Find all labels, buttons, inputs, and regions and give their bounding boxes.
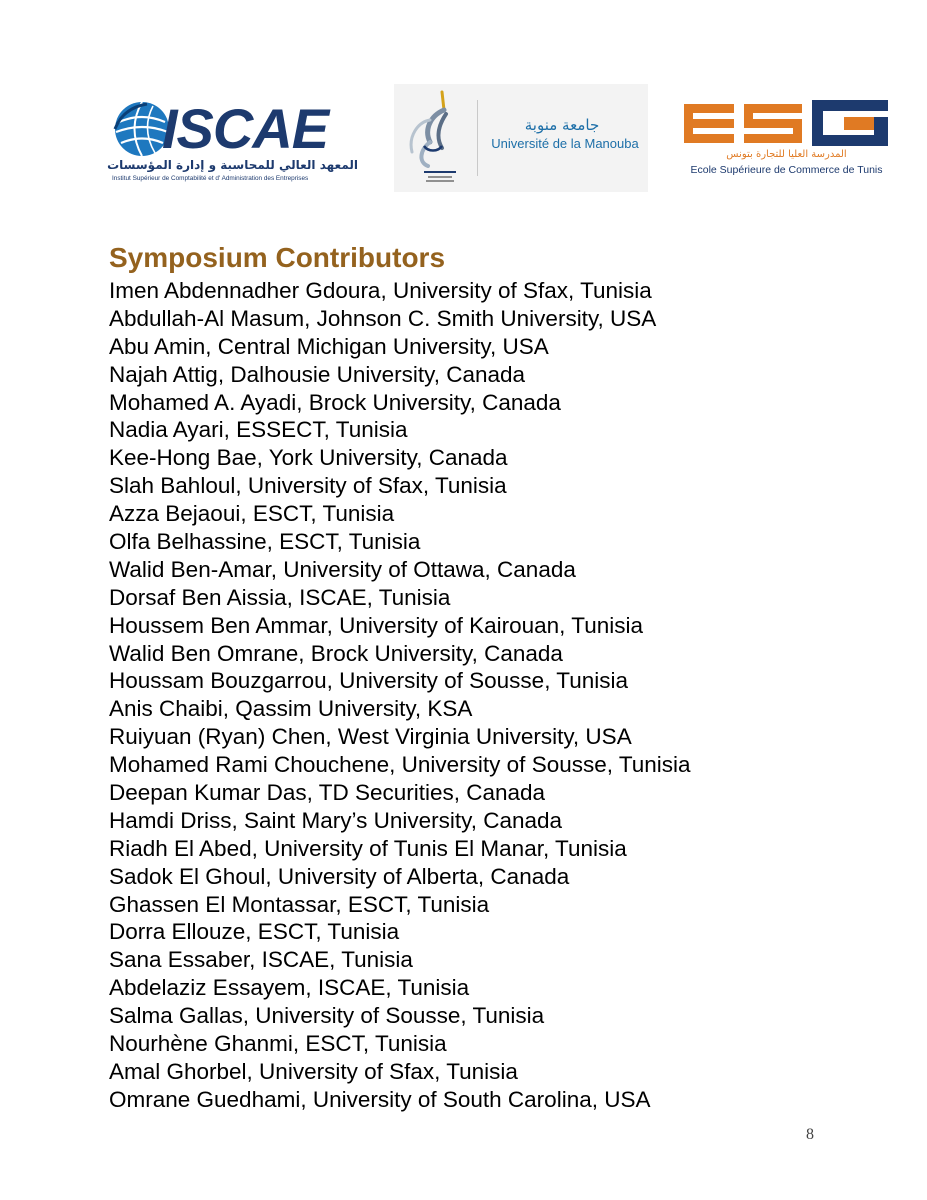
contributor-item: Olfa Belhassine, ESCT, Tunisia (109, 529, 421, 555)
iscae-subtitle: Institut Supérieur de Comptabilité et d' Administration des Entreprises (112, 175, 309, 182)
page-number: 8 (806, 1126, 814, 1143)
contributor-item: Walid Ben-Amar, University of Ottawa, Canada (109, 556, 576, 582)
contributor-item: Ruiyuan (Ryan) Chen, West Virginia University, USA (109, 724, 632, 750)
contributor-item: Kee-Hong Bae, York University, Canada (109, 445, 508, 471)
contributors-list (109, 277, 691, 1114)
iscae-logo (107, 96, 360, 188)
contributor-item: Amal Ghorbel, University of Sfax, Tunisia (109, 1058, 518, 1084)
esc-wordmark-icon (684, 98, 889, 148)
contributor-item: Walid Ben Omrane, Brock University, Canada (109, 640, 563, 666)
contributor-item: Sana Essaber, ISCAE, Tunisia (109, 947, 413, 973)
iscae-arabic-name: المعهد العالي للمحاسبة و إدارة المؤسسات (107, 158, 358, 172)
contributor-item: Slah Bahloul, University of Sfax, Tunisia (109, 473, 507, 499)
contributor-item: Azza Bejaoui, ESCT, Tunisia (109, 501, 395, 527)
manouba-arabic-name: جامعة منوبة (524, 116, 600, 134)
manouba-logo (394, 84, 648, 192)
contributor-item: Anis Chaibi, Qassim University, KSA (109, 696, 473, 722)
esc-arabic-name: المدرسة العليا للتجارة بتونس (726, 149, 847, 160)
contributor-item: Hamdi Driss, Saint Mary’s University, Canada (109, 807, 563, 833)
contributor-item: Ghassen El Montassar, ESCT, Tunisia (109, 891, 490, 917)
contributor-item: Najah Attig, Dalhousie University, Canada (109, 361, 526, 387)
contributor-item: Riadh El Abed, University of Tunis El Manar, Tunisia (109, 835, 627, 861)
iscae-wordmark: ISCAE (162, 97, 329, 160)
contributor-item: Sadok El Ghoul, University of Alberta, Canada (109, 863, 570, 889)
manouba-emblem-icon (400, 86, 480, 190)
contributor-item: Nadia Ayari, ESSECT, Tunisia (109, 417, 408, 443)
contributor-item: Houssam Bouzgarrou, University of Sousse, Tunisia (109, 668, 628, 694)
contributor-item: Imen Abdennadher Gdoura, University of Sfax, Tunisia (109, 278, 652, 303)
contributor-item: Abu Amin, Central Michigan University, USA (109, 333, 549, 359)
esc-name: Ecole Supérieure de Commerce de Tunis (690, 164, 883, 176)
header-logos (0, 0, 927, 200)
contributor-item: Mohamed Rami Chouchene, University of Sousse, Tunisia (109, 752, 691, 778)
contributor-item: Omrane Guedhami, University of South Carolina, USA (109, 1086, 651, 1112)
section-title: Symposium Contributors (109, 242, 446, 273)
contributor-item: Dorra Ellouze, ESCT, Tunisia (109, 919, 400, 945)
esc-logo (684, 98, 889, 180)
contributor-item: Abdullah-Al Masum, Johnson C. Smith University, USA (109, 305, 657, 331)
contributor-item: Nourhène Ghanmi, ESCT, Tunisia (109, 1031, 447, 1057)
manouba-name: Université de la Manouba (491, 136, 639, 151)
contributor-item: Houssem Ben Ammar, University of Kairouan, Tunisia (109, 612, 643, 638)
contributor-item: Dorsaf Ben Aissia, ISCAE, Tunisia (109, 584, 451, 610)
contributor-item: Mohamed A. Ayadi, Brock University, Canada (109, 389, 561, 415)
manouba-divider (477, 100, 478, 176)
contributor-item: Abdelaziz Essayem, ISCAE, Tunisia (109, 975, 470, 1001)
contributor-item: Salma Gallas, University of Sousse, Tunisia (109, 1003, 545, 1029)
contributor-item: Deepan Kumar Das, TD Securities, Canada (109, 780, 546, 806)
